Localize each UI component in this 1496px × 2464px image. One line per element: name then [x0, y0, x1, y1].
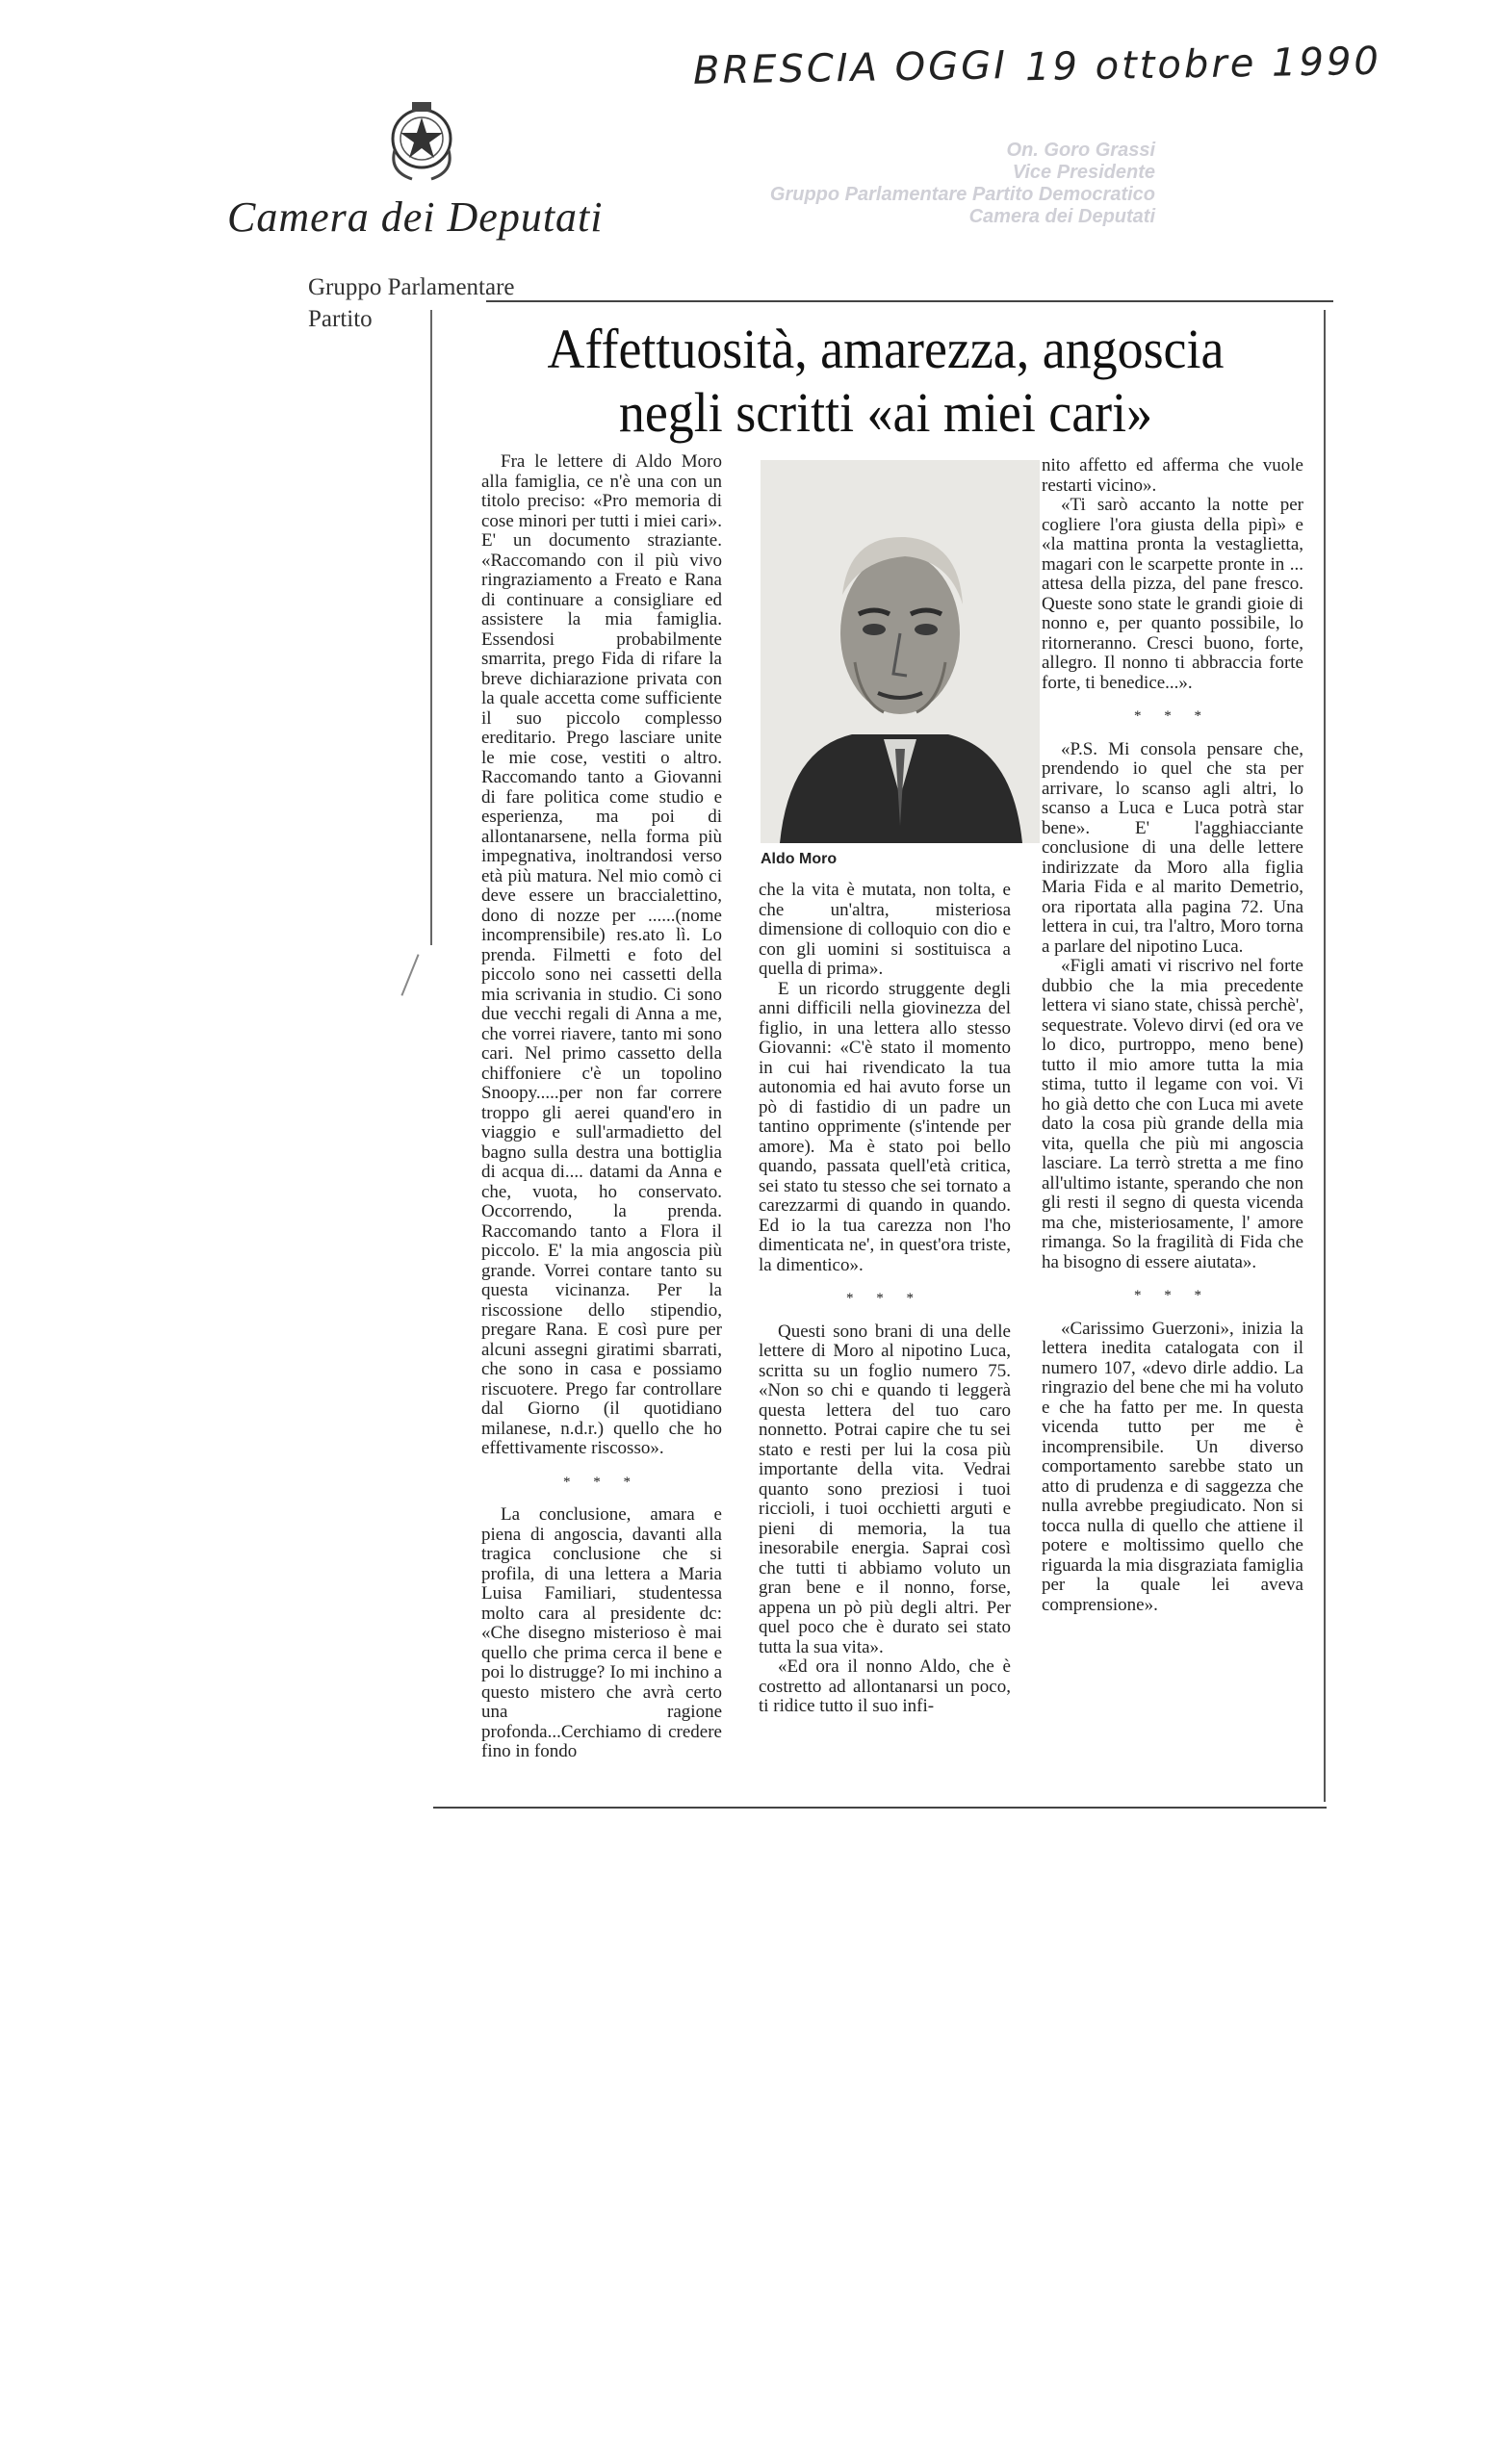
faded-stamp — [712, 140, 1155, 228]
article-column-2 — [759, 881, 1011, 1717]
section-separator: * * * — [1134, 708, 1211, 724]
headline-line-2: negli scritti «ai miei cari» — [618, 381, 1153, 444]
clipping-border-bottom — [433, 1807, 1327, 1809]
stamp-line: On. Goro Grassi — [1006, 140, 1155, 161]
article-column-3 — [1042, 456, 1303, 1615]
clipping-border-top — [486, 300, 1333, 302]
paragraph: nito affetto ed afferma che vuole restarti vicino». — [1042, 455, 1303, 496]
stamp-line: Gruppo Parlamentare Partito Democratico — [769, 184, 1155, 205]
section-separator: * * * — [1134, 1288, 1211, 1303]
headline-line-1: Affettuosità, amarezza, angoscia — [547, 318, 1225, 380]
group-line-1: Gruppo Parlamentare — [308, 274, 515, 300]
italian-emblem-icon — [383, 96, 460, 185]
paragraph: «Figli amati vi riscrivo nel forte dubbio che la mia precedente lettera vi siano state, chissà perchè', sequestrate. Volevo dirvi (ed ora ve lo dico, purtroppo, meno bene) tutto il mio amore tutta la mia stima, tutto il legame con voi. Vi ho già detto che con Luca mi avete dato la cosa più grande della mia vita, quella che più mi angoscia lasciare. La terrò stretta a me fino all'ultimo istante, sperando che non gli resti il segno di questa vicenda ma che, misteriosamente, l' amore rimanga. So la fragilità di Fida che ha bisogno di essere aiutata». — [1042, 956, 1303, 1272]
aldo-moro-photo — [761, 460, 1040, 843]
clipping-border-left — [430, 310, 432, 945]
handwritten-date: 19 ottobre 1990 — [1024, 38, 1382, 90]
stamp-line: Camera dei Deputati — [968, 206, 1155, 227]
article-column-1 — [481, 452, 722, 1762]
section-separator: * * * — [846, 1291, 923, 1306]
article-headline — [483, 318, 1289, 445]
photo-caption: Aldo Moro — [761, 851, 838, 867]
clipping-border-right — [1324, 310, 1326, 1802]
paragraph: La conclusione, amara e piena di angoscia, davanti alla tragica conclusione che si profila, di una lettera a Maria Luisa Familiari, studentessa molto cara al presidente dc: «Che disegno misterioso è mai quello che prima cerca il bene e poi lo distrugge? Io mi inchino a questo mistero che avrà certo una ragione profonda...Cerchiamo di credere fino in fondo — [481, 1504, 722, 1761]
stamp-line: Vice Presidente — [1012, 162, 1155, 183]
paragraph: E un ricordo struggente degli anni difficili nella giovinezza del figlio, in una lettera allo stesso Giovanni: «C'è stato il momento in cui hai rivendicato la tua autonomia ed hai avuto forse un pò di fastidio di un padre un tantino opprimente (s'intende per amore). Ma è stato poi bello quando, passata quell'età critica, sei stato tu stesso che sei tornato a carezzarmi di quando in quando. Ed io la tua carezza non l'ho dimenticata ne', in quest'ora triste, la dimentico». — [759, 978, 1011, 1275]
paragraph: «P.S. Mi consola pensare che, prendendo io quel che sta per arrivare, lo scanso agli altri, lo scanso a Luca e Luca potrà star bene». E' l'agghiacciante conclusione di una delle lettere indirizzate da Moro alla figlia Maria Fida e al marito Demetrio, ora riportata alla pagina 72. Una lettera in cui, tra l'altro, Moro torna a parlare del nipotino Luca. — [1042, 738, 1303, 957]
institution-name: Camera dei Deputati — [227, 193, 604, 241]
paragraph: che la vita è mutata, non tolta, e che un'altra, misteriosa dimensione di colloquio con dio e con gli uomini si sostituisca a quella di prima». — [759, 880, 1011, 979]
paragraph: «Carissimo Guerzoni», inizia la lettera inedita catalogata con il numero 107, «devo dirle addio. La ringrazio del bene che mi ha voluto e che ha fatto per me. In questa vicenda tutto per me è incomprensibile. Un diverso comportamento sarebbe stato un atto di prudenza e di saggezza che nulla avrebbe pregiudicato. Non si tocca nulla di quello che attiene il potere e moltissimo quello che riguarda la mia disgraziata famiglia per la quale lei aveva comprensione». — [1042, 1318, 1303, 1615]
pen-mark — [400, 954, 419, 995]
section-separator: * * * — [563, 1474, 640, 1490]
paragraph: Fra le lettere di Aldo Moro alla famiglia, ce n'è una con un titolo preciso: «Pro memoria di cose minori per tutti i miei cari». E' un documento straziante. «Raccomando con il più vivo ringraziamento a Freato e Rana di continuare a consigliare ed assistere la mia famiglia. Essendosi probabilmente smarrita, prego Fida di rifare la breve dichiarazione privata con la quale accetta come sufficiente il suo piccolo complesso ereditario. Prego lasciare unite le mie cose, vestiti o altro. Raccomando tanto a Giovanni di fare politica come studio e esperienza, ma poi di allontanarsene, nella forma più impegnativa, inoltrandosi verso età più matura. Nel mio comò ci deve essere un braccialettino, dono di nozze per ......(nome incomprensibile) res.ato lì. Lo prenda. Filmetti e foto del piccolo sono nei cassetti della mia scrivania in studio. Ci sono due vecchi regali di Anna a me, che vorrei riavere, tanto mi sono cari. Nel primo cassetto della chiffoniere c'è un topolino Snoopy.....per non far correre troppo gli aerei quand'ero in viaggio e sull'armadietto del bagno sulla destra una bottiglia di acqua di.... datami da Anna e che, vuota, ho conservato. Occorrendo, la prenda. Raccomando tanto a Flora il piccolo. E' la mia angoscia più grande. Vorrei contare tanto su questa vicinanza. Per la riscossione dello stipendio, pregare Rana. E così pure per alcuni assegni giratimi sbarrati, che sono in casa e possiamo riscuotere. Prego far controllare dal Giorno (il quotidiano milanese, n.d.r.) quello che ho effettivamente riscosso». — [481, 451, 722, 1458]
group-line-2: Partito — [308, 306, 373, 332]
paragraph: «Ed ora il nonno Aldo, che è costretto ad allontanarsi un poco, ti ridice tutto il suo infi- — [759, 1656, 1011, 1716]
paragraph: «Ti sarò accanto la notte per cogliere l'ora giusta della pipì» e «la mattina pronta la vestaglietta, magari con le scarpette pronte in ... attesa della pizza, del pane fresco. Queste sono state le grandi gioie di nonno e, per quanto possibile, lo ritorneranno. Cresci buono, forte, allegro. Il nonno ti abbraccia forte forte, ti benedice...». — [1042, 495, 1303, 693]
handwritten-source: BRESCIA OGGI — [692, 43, 1009, 93]
portrait-image — [761, 460, 1040, 843]
paragraph: Questi sono brani di una delle lettere di Moro al nipotino Luca, scritta su un foglio numero 75. «Non so chi e quando ti leggerà questa lettera del tuo caro nonnetto. Potrai capire che tu sei stato e resti per lui la cosa più importante della vita. Vedrai quanto sono preziosi i tuoi riccioli, i tuoi occhietti arguti e pieni di memoria, la tua inesorabile energia. Saprai così che tutti ti abbiamo voluto un gran bene e il nonno, forse, appena un pò più degli altri. Per quel poco che è durato sei stato tutta la sua vita». — [759, 1321, 1011, 1657]
